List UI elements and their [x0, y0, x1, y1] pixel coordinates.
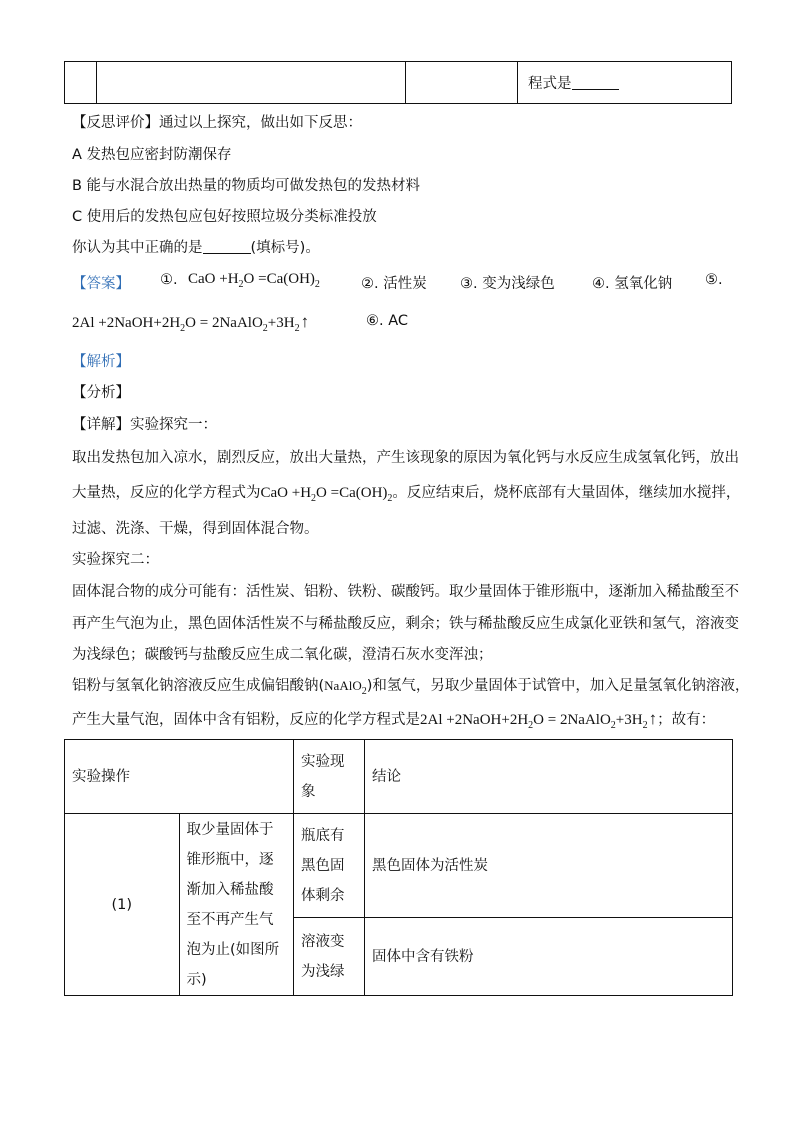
detail-p2-line3: 为浅绿色；碳酸钙与盐酸反应生成二氧化碳，澄清石灰水变浑浊； [72, 647, 493, 663]
answer-item-3: ③. 变为浅绿色 [460, 276, 555, 292]
table-row [65, 814, 733, 918]
reflection-option-b: B 能与水混合放出热量的物质均可做发热包的发热材料 [72, 178, 421, 194]
reflection-option-a: A 发热包应密封防潮保存 [72, 147, 232, 163]
answer-item-4: ④. 氢氧化钠 [592, 276, 673, 292]
detail-p1-line3: 过滤、洗涤、干燥，得到固体混合物。 [72, 521, 319, 537]
detail-p1-line1: 取出发热包加入凉水，剧烈反应，放出大量热，产生该现象的原因为氧化钙与水反应生成氢氧化钙，放出 [72, 450, 739, 466]
result-table [64, 739, 733, 996]
answer-item-1-number: ①. [160, 272, 178, 288]
fenxi-label: 【分析】 [72, 385, 130, 401]
top-table-cell-formula [518, 62, 732, 104]
table-header-conclusion: 结论 [365, 740, 733, 814]
detail-exp2-heading: 实验探究二： [72, 552, 159, 568]
top-table-cell [65, 62, 97, 104]
table-cell-conclusion: 黑色固体为活性炭 [365, 814, 733, 918]
reflection-heading: 【反思评价】通过以上探究，做出如下反思： [72, 115, 362, 131]
reflection-question-text: 你认为其中正确的是 [72, 240, 203, 256]
detail-p2-line1: 固体混合物的成分可能有：活性炭、铝粉、铁粉、碳酸钙。取少量固体于锥形瓶中，逐渐加入稀盐酸至不 [72, 584, 739, 600]
table-header-operation: 实验操作 [65, 740, 294, 814]
answer-item-5-number: ⑤. [705, 272, 723, 288]
answer-blank[interactable] [572, 75, 619, 90]
reflection-question [72, 236, 320, 257]
top-table-fragment [64, 61, 732, 104]
answer-blank[interactable] [203, 239, 251, 254]
top-table-cell [406, 62, 518, 104]
table-header-phenomenon: 实验现象 [294, 740, 365, 814]
top-table-cell-text: 程式是 [528, 76, 572, 92]
gas-arrow-icon: ↑ [648, 709, 658, 728]
detail-p3-line1: 铝粉与氢氧化钠溶液反应生成偏铝酸钠(NaAlO$_2$)和氢气，另取少量固体于试管中，加入足量氢氧化钠溶液， [72, 678, 750, 697]
detail-p1-line2: 大量热，反应的化学方程式为CaO $+H_2O =Ca(OH)_2$。反应结束后，烧杯底部有大量固体，继续加水搅拌， [72, 485, 741, 504]
answer-label: 【答案】 [72, 276, 130, 292]
table-row-index: (1) [65, 814, 180, 996]
detail-equation-2: $2Al +2NaOH+2H_2O$ = $2NaAlO_2+3H_2↑$ [420, 709, 658, 731]
answer-equation-1: CaO $+H_2O =Ca(OH)_2$ [188, 271, 320, 290]
answer-item-2: ②. 活性炭 [361, 276, 427, 292]
answer-equation-2: $2Al +2NaOH+2H_2O$ = $2NaAlO_2+3H_2↑$ [72, 312, 310, 334]
detail-p3-line2: 产生大量气泡，固体中含有铝粉，反应的化学方程式是$2Al +2NaOH+2H_2O$ = $2NaAlO_2+3H_2↑$；故有： [72, 709, 716, 731]
table-cell-conclusion: 固体中含有铁粉 [365, 918, 733, 996]
detail-p2-line2: 再产生气泡为止，黑色固体活性炭不与稀盐酸反应，剩余；铁与稀盐酸反应生成氯化亚铁和氢气，溶液变 [72, 616, 739, 632]
gas-arrow-icon: ↑ [300, 312, 310, 331]
detail-equation-1: CaO $+H_2O =Ca(OH)_2$ [260, 485, 393, 504]
table-header-row [65, 740, 733, 814]
detail-sodium-aluminate-formula: NaAlO$_2$ [324, 678, 367, 697]
detail-heading: 【详解】实验探究一： [72, 417, 217, 433]
top-table-cell [97, 62, 406, 104]
reflection-question-suffix: (填标号)。 [250, 240, 320, 256]
table-cell-phenomenon: 溶液变为浅绿 [294, 918, 365, 996]
answer-item-6: ⑥. AC [366, 313, 409, 329]
table-cell-operation: 取少量固体于锥形瓶中，逐渐加入稀盐酸至不再产生气泡为止(如图所示) [179, 814, 294, 996]
analysis-label: 【解析】 [72, 354, 130, 370]
reflection-option-c: C 使用后的发热包应包好按照垃圾分类标准投放 [72, 209, 377, 225]
table-cell-phenomenon: 瓶底有黑色固体剩余 [294, 814, 365, 918]
